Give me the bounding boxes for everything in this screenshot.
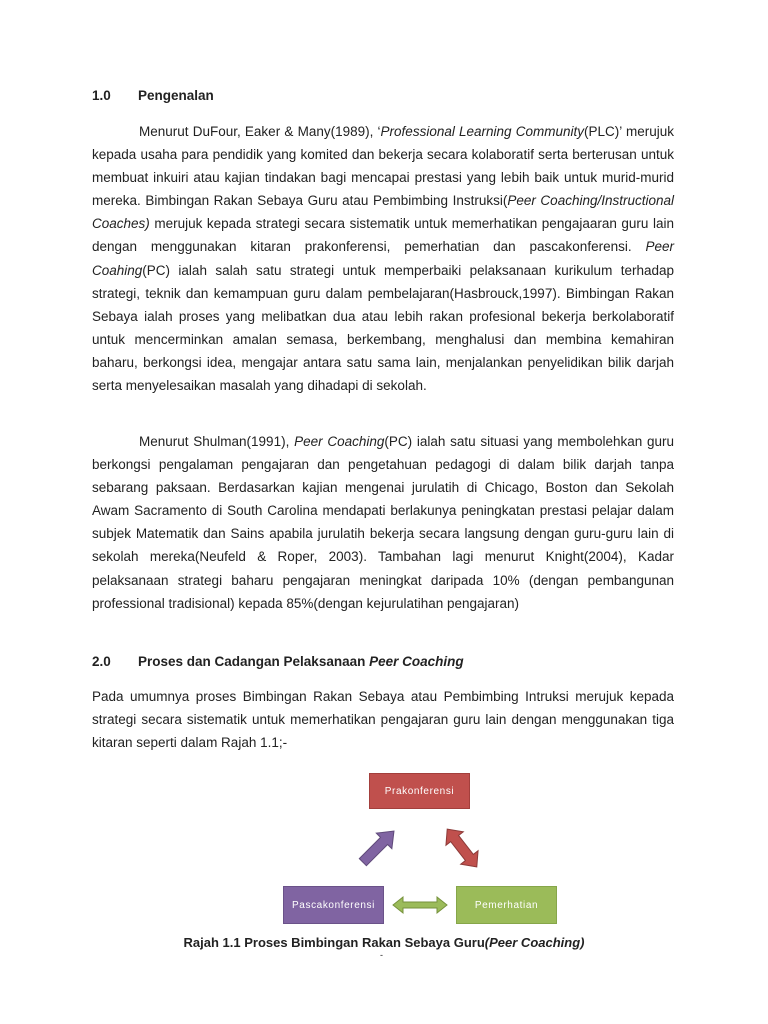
section-2-number: 2.0 <box>92 654 111 669</box>
para1-text: merujuk kepada strategi secara sistematik untuk memerhatikan pengajaaran guru lain dengan menggunakan kitaran prakonferensi, pemerhatian dan pascakonferensi. <box>92 216 674 255</box>
process-paragraph: Pada umumnya proses Bimbingan Rakan Sebaya atau Pembimbing Intruksi merujuk kepada strategi secara sistematik untuk memerhatikan pengajaran guru lain dengan menggunakan tiga kitaran seperti dalam Rajah 1.1;- <box>92 689 674 751</box>
para2-text: Menurut Shulman(1991), <box>139 434 295 449</box>
box-prakonferensi: Prakonferensi <box>369 773 470 809</box>
para1-italic-plc: Professional Learning Community <box>380 124 585 139</box>
para1-text: (PC) ialah salah satu strategi untuk memperbaiki pelaksanaan kurikulum terhadap strategi, teknik dan kemampuan guru dalam pembelajaran(Hasbrouck,1997). Bimbingan Rakan Sebaya ialah proses yang melibatkan dua atau lebih rakan profesional bekerja berkolaboratif untuk mencerminkan amalan semasa, berkembang, menghalusi dan membina kemahiran baharu, berkongsi idea, mengajar antara satu sama lain, menjalankan penyelidikan bilik darjah serta menyelesaikan masalah yang dihadapi di sekolah. <box>92 262 674 394</box>
section-2-title: Proses dan Cadangan Pelaksanaan <box>138 654 370 669</box>
section-2-heading <box>92 654 464 670</box>
box-pemerhatian: Pemerhatian <box>456 886 557 924</box>
para1-italic-peer-coahing: Peer Coahing <box>92 239 674 278</box>
para2-text: (PC) ialah satu situasi yang membolehkan guru berkongsi pengalaman pengajaran dan pengetahuan pedagogi di dalam bilik darjah tanpa sebarang paksaan. Berdasarkan kajian mengenai jurulatih di Chicago, Boston dan Sekolah Awam Sacramento di South Carolina mendapati berlakunya peningkatan prestasi pelajar dalam subjek Matematik dan Sains apabila jurulatih bekerja secara langsung dengan guru-guru lain di sekolah mereka(Neufeld & Roper, 2003). Tambahan lagi menurut Knight(2004), Kadar pelaksanaan strategi baharu pengajaran meningkat daripada 10% (dengan pembangunan professional tradisional) kepada 85%(dengan kejurulatihan pengajaran) <box>92 434 674 611</box>
para1-italic-peer-coaching: Peer Coaching/Instructional Coaches) <box>92 193 675 232</box>
arrow-pemerhatian-pascakonferensi <box>393 897 447 913</box>
section-1-number: 1.0 <box>92 88 111 103</box>
caption-italic: (Peer Coaching) <box>484 935 585 950</box>
intro-paragraph-1 <box>92 120 674 397</box>
caption-text: Rajah 1.1 Proses Bimbingan Rakan Sebaya Guru <box>183 935 485 950</box>
box-pascakonferensi: Pascakonferensi <box>283 886 384 924</box>
para1-text: (PLC)’ merujuk kepada usaha para pendidik yang komited dan bekerja secara kolaboratif serta berterusan untuk membuat inkuiri atau kajian tindakan bagi mencapai prestasi yang lebih baik untuk murid-murid mereka. Bimbingan Rakan Sebaya Guru atau Pembimbing Instruksi( <box>92 124 674 209</box>
page-number: - <box>380 950 383 960</box>
section-1-title: Pengenalan <box>138 88 214 103</box>
para1-text: Menurut DuFour, Eaker & Many(1989), ‘ <box>139 124 381 139</box>
figure-caption <box>0 935 768 950</box>
arrow-prakonferensi-to-pemerhatian <box>439 822 486 873</box>
para2-italic-peer-coaching: Peer Coaching <box>294 434 385 449</box>
arrow-pasca-to-prakonferensi <box>355 823 402 870</box>
section-2-title-italic: Peer Coaching <box>369 654 464 669</box>
section-1-heading <box>92 88 214 104</box>
intro-paragraph-2 <box>92 430 674 615</box>
